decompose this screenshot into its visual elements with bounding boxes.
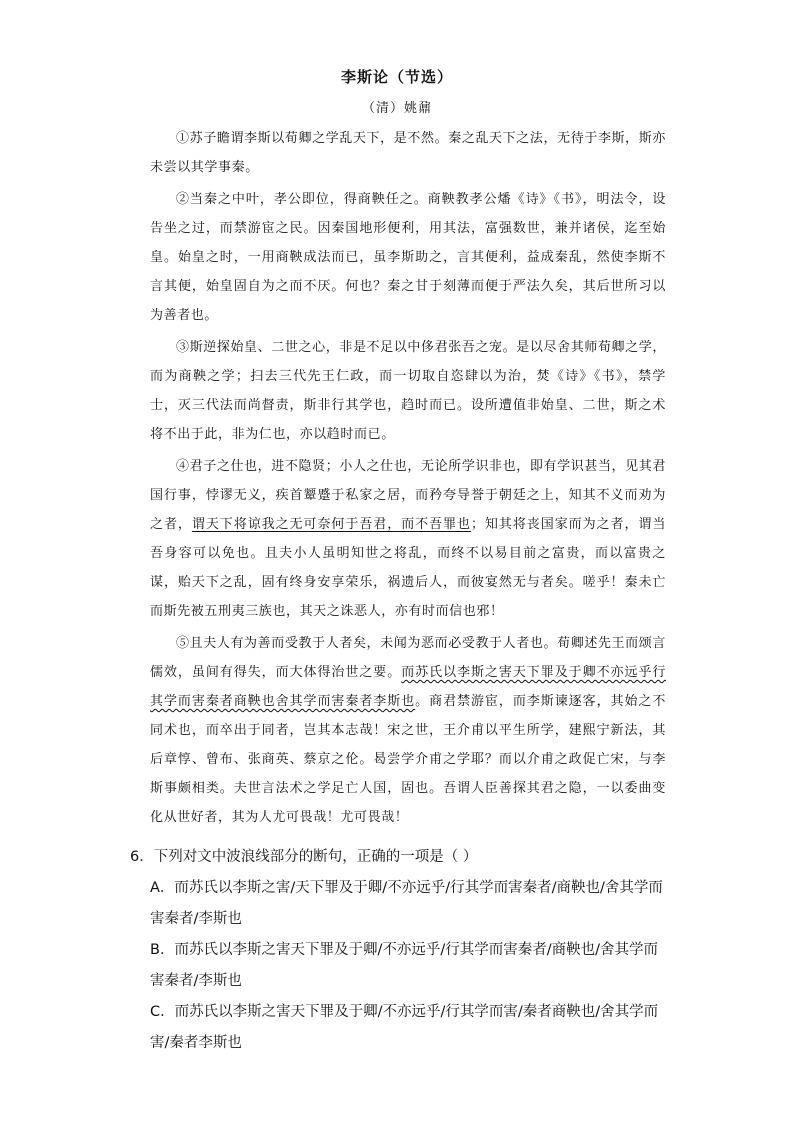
underlined-sentence: 谓天下将谅我之无可奈何于吾君，而不吾罪也 [191, 517, 471, 532]
paragraph-5 [150, 629, 666, 832]
article-title: 李斯论（节选） [340, 68, 453, 86]
paragraph-4-text-b: ；知其将丧国家而为之者，谓当吾身容可以免也。且夫小人虽明知世之将乱，而终不以易目前之富贵，而以富贵之谋，贻天下之乱，固有终身安享荣乐，祸遗后人，而彼宴然无与者矣。嗟乎！秦未亡而斯先被五刑夷三族也，其天之诛恶人，亦有时而信也邪！ [150, 517, 666, 619]
article-author: （清）姚鼐 [361, 101, 432, 116]
article-body [150, 124, 666, 835]
question-stem: 6．下列对文中波浪线部分的断句，正确的一项是（ ） [130, 849, 478, 865]
option-b[interactable]: B．而苏氏以李斯之害天下罪及于卿/不亦远乎/行其学而害秦者/商鞅也/舍其学而害秦者/李斯也 [150, 942, 658, 989]
paragraph-4-text-a: ④君子之仕也，进不隐贤；小人之仕也，无论所学识非也，即有学识甚当，见其君国行事，悖谬无义，疾首颦蹙于私家之居，而矜夸导誉于朝廷之上，知其不义而劝为之者， [150, 459, 666, 532]
paragraph-1: ①苏子瞻谓李斯以荀卿之学乱天下，是不然。秦之乱天下之法，无待于李斯，斯亦未尝以其学事秦。 [150, 131, 666, 175]
option-a[interactable]: A．而苏氏以李斯之害/天下罪及于卿/不亦远乎/行其学而害秦者/商鞅也/舍其学而害秦者/李斯也 [150, 880, 663, 927]
wavy-underlined-passage: 而苏氏以李斯之害天下罪及于卿不亦远乎行其学而害秦者商鞅也舍其学而害秦者李斯也 [150, 665, 666, 709]
paragraph-3: ③斯逆探始皇、二世之心，非是不足以中侈君张吾之宠。是以尽舍其师荀卿之学，而为商鞅之学；扫去三代先王仁政，而一切取自恣肆以为治，焚《诗》《书》，禁学士，灭三代法而尚督责，斯非行其学也，趋时而已。设所遭值非始皇、二世，斯之术将不出于此，非为仁也，亦以趋时而已。 [150, 340, 666, 442]
paragraph-5-text-a: ⑤且夫人有为善而受教于人者矣，未闻为恶而必受教于人者也。荀卿述先王而颂言儒效，虽间有得失，而大体得治世之要。 [150, 636, 666, 680]
paragraph-2: ②当秦之中叶，孝公即位，得商鞅任之。商鞅教孝公燔《诗》《书》，明法令，设告坐之过，而禁游宦之民。因秦国地形便利，用其法，富强数世，兼并诸侯，迄至始皇。始皇之时，一用商鞅成法而已，虽李斯助之，言其便利，益成秦乱，然使李斯不言其便，始皇固自为之而不厌。何也？秦之甘于刻薄而便于严法久矣，其后世所习以为善者也。 [150, 192, 666, 323]
question-6 [130, 842, 670, 1059]
option-c[interactable]: C．而苏氏以李斯之害天下罪及于卿/不亦远乎/行其学而害/秦者商鞅也/舍其学而害/秦者李斯也 [150, 1004, 659, 1051]
paragraph-4 [150, 452, 666, 626]
paragraph-5-text-b: 。商君禁游宦，而李斯谏逐客，其始之不同术也，而卒出于同者，岂其本志哉！宋之世，王介甫以平生所学，建熙宁新法，其后章惇、曾布、张商英、蔡京之伦。曷尝学介甫之学耶？而以介甫之政促亡宋，与李斯事颇相类。夫世言法术之学足亡人国，固也。吾谓人臣善探其君之隐，一以委曲变化从世好者，其为人尤可畏哉！尤可畏哉！ [150, 694, 666, 825]
